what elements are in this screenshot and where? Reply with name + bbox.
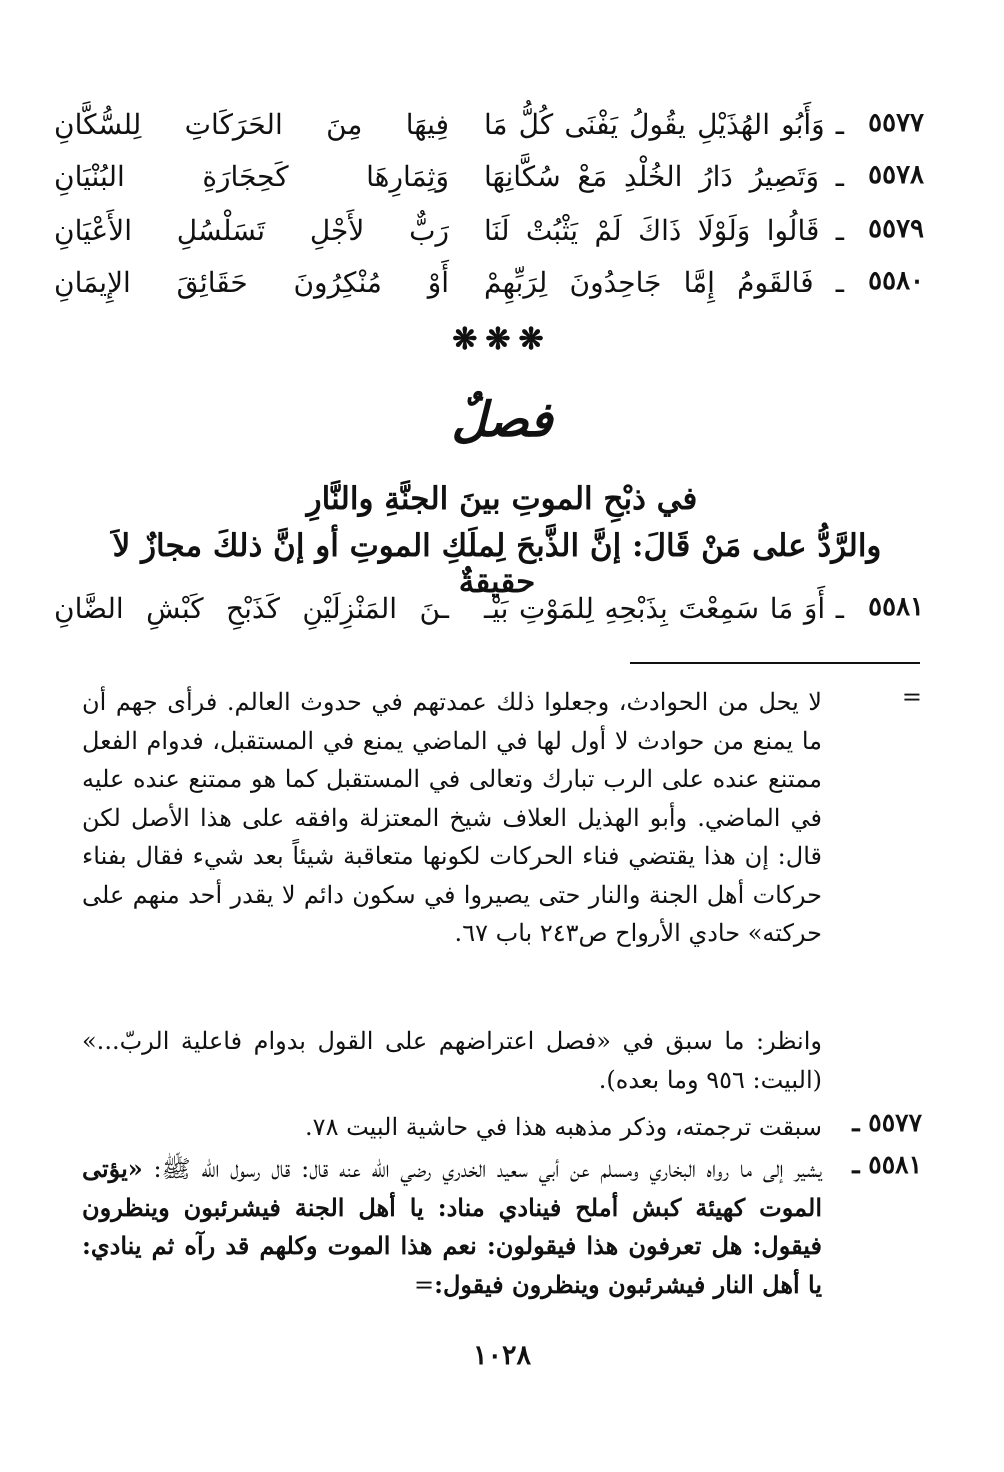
footnote-text: وانظر: ما سبق في «فصل اعتراضهم على القول بدوام فاعلية الربّ...» (البيت: ٩٥٦ وما بعده). — [82, 1027, 822, 1094]
verse-5579 — [54, 214, 924, 264]
verse-second-hemistich: فِيهَا مِنَ الحَرَكَاتِ لِلسُّكَّانِ — [54, 108, 449, 141]
footnote-text: سبقت ترجمته، وذكر مذهبه هذا في حاشية البيت ٧٨. — [305, 1113, 822, 1141]
footnote-continuation — [82, 683, 922, 953]
verse-number: ٥٥٨١ — [868, 592, 924, 622]
continuation-mark: = — [901, 683, 922, 711]
verse-first-hemistich: ـ وَتَصِيرُ دَارُ الخُلْدِ مَعْ سُكَّانِهَا — [484, 160, 844, 193]
footnote-text: لا يحل من الحوادث، وجعلوا ذلك عمدتهم في حدوث العالم. فرأى جهم أن ما يمنع من حوادث لا أول لها في الماضي يمنع في المستقبل، فدوام الفعل ممتنع عنده على الرب تبارك وتعالى في المستقبل كما هو ممتنع عنده عليه في الماضي. وأبو الهذيل العلاف شيخ المعتزلة وافقه على هذا الأصل لكن قال: إن هذا يقتضي فناء الحركات لكونها متعاقبة شيئاً بعد شيء فقال بفناء حركات أهل الجنة والنار حتى يصيروا في سكون دائم لا يقدر أحد منهم على حركته» حادي الأرواح ص٢٤٣ باب ٦٧. — [82, 688, 822, 947]
verse-5581 — [54, 592, 924, 642]
verse-5578 — [54, 160, 924, 210]
section-separator: ❋❋❋ — [452, 322, 552, 357]
footnote-see-also — [82, 1022, 922, 1099]
section-title-line2: والرَّدُّ على مَنْ قَالَ: إنَّ الذَّبحَ لِملَكِ الموتِ أو إنَّ ذلكَ مجازٌ لاَ حقيقةٌ — [112, 528, 882, 600]
footnote-number: ٥٥٧٧ ـ — [852, 1108, 922, 1137]
footnote-5577 — [82, 1108, 922, 1147]
verse-first-hemistich: ـ وَأَبُو الهُذَيْلِ يقُولُ يَفْنَى كُلُّ مَا — [484, 108, 844, 141]
continuation-mark: = — [413, 1270, 435, 1299]
section-heading: فصلٌ — [451, 392, 553, 448]
verse-5577 — [54, 108, 924, 158]
verse-first-hemistich: ـ أَوَ مَا سَمِعْتَ بِذَبْحِهِ لِلمَوْتِ بَيْـ — [484, 592, 844, 625]
verse-second-hemistich: ـنَ المَنْزِلَيْنِ كَذَبْحِ كَبْشِ الضَّانِ — [54, 592, 449, 625]
verse-5580 — [54, 266, 924, 316]
footnote-number: ٥٥٨١ ـ — [852, 1150, 922, 1179]
footnote-divider — [630, 662, 920, 664]
section-title-line1: في ذبْحِ الموتِ بينَ الجنَّةِ والنَّارِ — [306, 481, 698, 517]
verse-number: ٥٥٧٨ — [868, 160, 924, 190]
verse-number: ٥٥٧٩ — [868, 214, 924, 244]
verse-first-hemistich: ـ فَالقَومُ إِمَّا جَاحِدُونَ لِرَبِّهِمْ — [484, 266, 844, 299]
footnote-5581 — [82, 1150, 922, 1304]
verse-second-hemistich: أَوْ مُنْكِرُونَ حَقَائِقَ الإِيمَانِ — [54, 266, 449, 299]
footnote-text-intro: يشير إلى ما رواه البخاري ومسلم عن أبي سعيد الخدري رضي الله عنه قال: قال رسول الله ﷺ: — [142, 1155, 823, 1183]
verse-first-hemistich: ـ قَالُوا وَلَوْلَا ذَاكَ لَمْ يَثْبُتْ لَنَا — [484, 214, 844, 247]
verse-second-hemistich: رَبٌّ لأَجْلِ تَسَلْسُلِ الأَعْيَانِ — [54, 214, 449, 247]
verse-number: ٥٥٨٠ — [868, 266, 924, 296]
verse-number: ٥٥٧٧ — [868, 108, 924, 138]
footnote-text — [82, 1150, 822, 1304]
page-number: ١٠٢٨ — [472, 1340, 531, 1371]
verse-second-hemistich: وَثِمَارِهَا كَحِجَارَةِ البُنْيَانِ — [54, 160, 449, 193]
hadith-quote: «يؤتى الموت كهيئة كبش أملح فينادي مناد: يا أهل الجنة فيشرئبون وينظرون فيقول: هل تعرفون هذا فيقولون: نعم هذا الموت وكلهم قد رآه ثم ينادي: يا أهل النار فيشرئبون وينظرون فيقول: — [82, 1154, 822, 1299]
